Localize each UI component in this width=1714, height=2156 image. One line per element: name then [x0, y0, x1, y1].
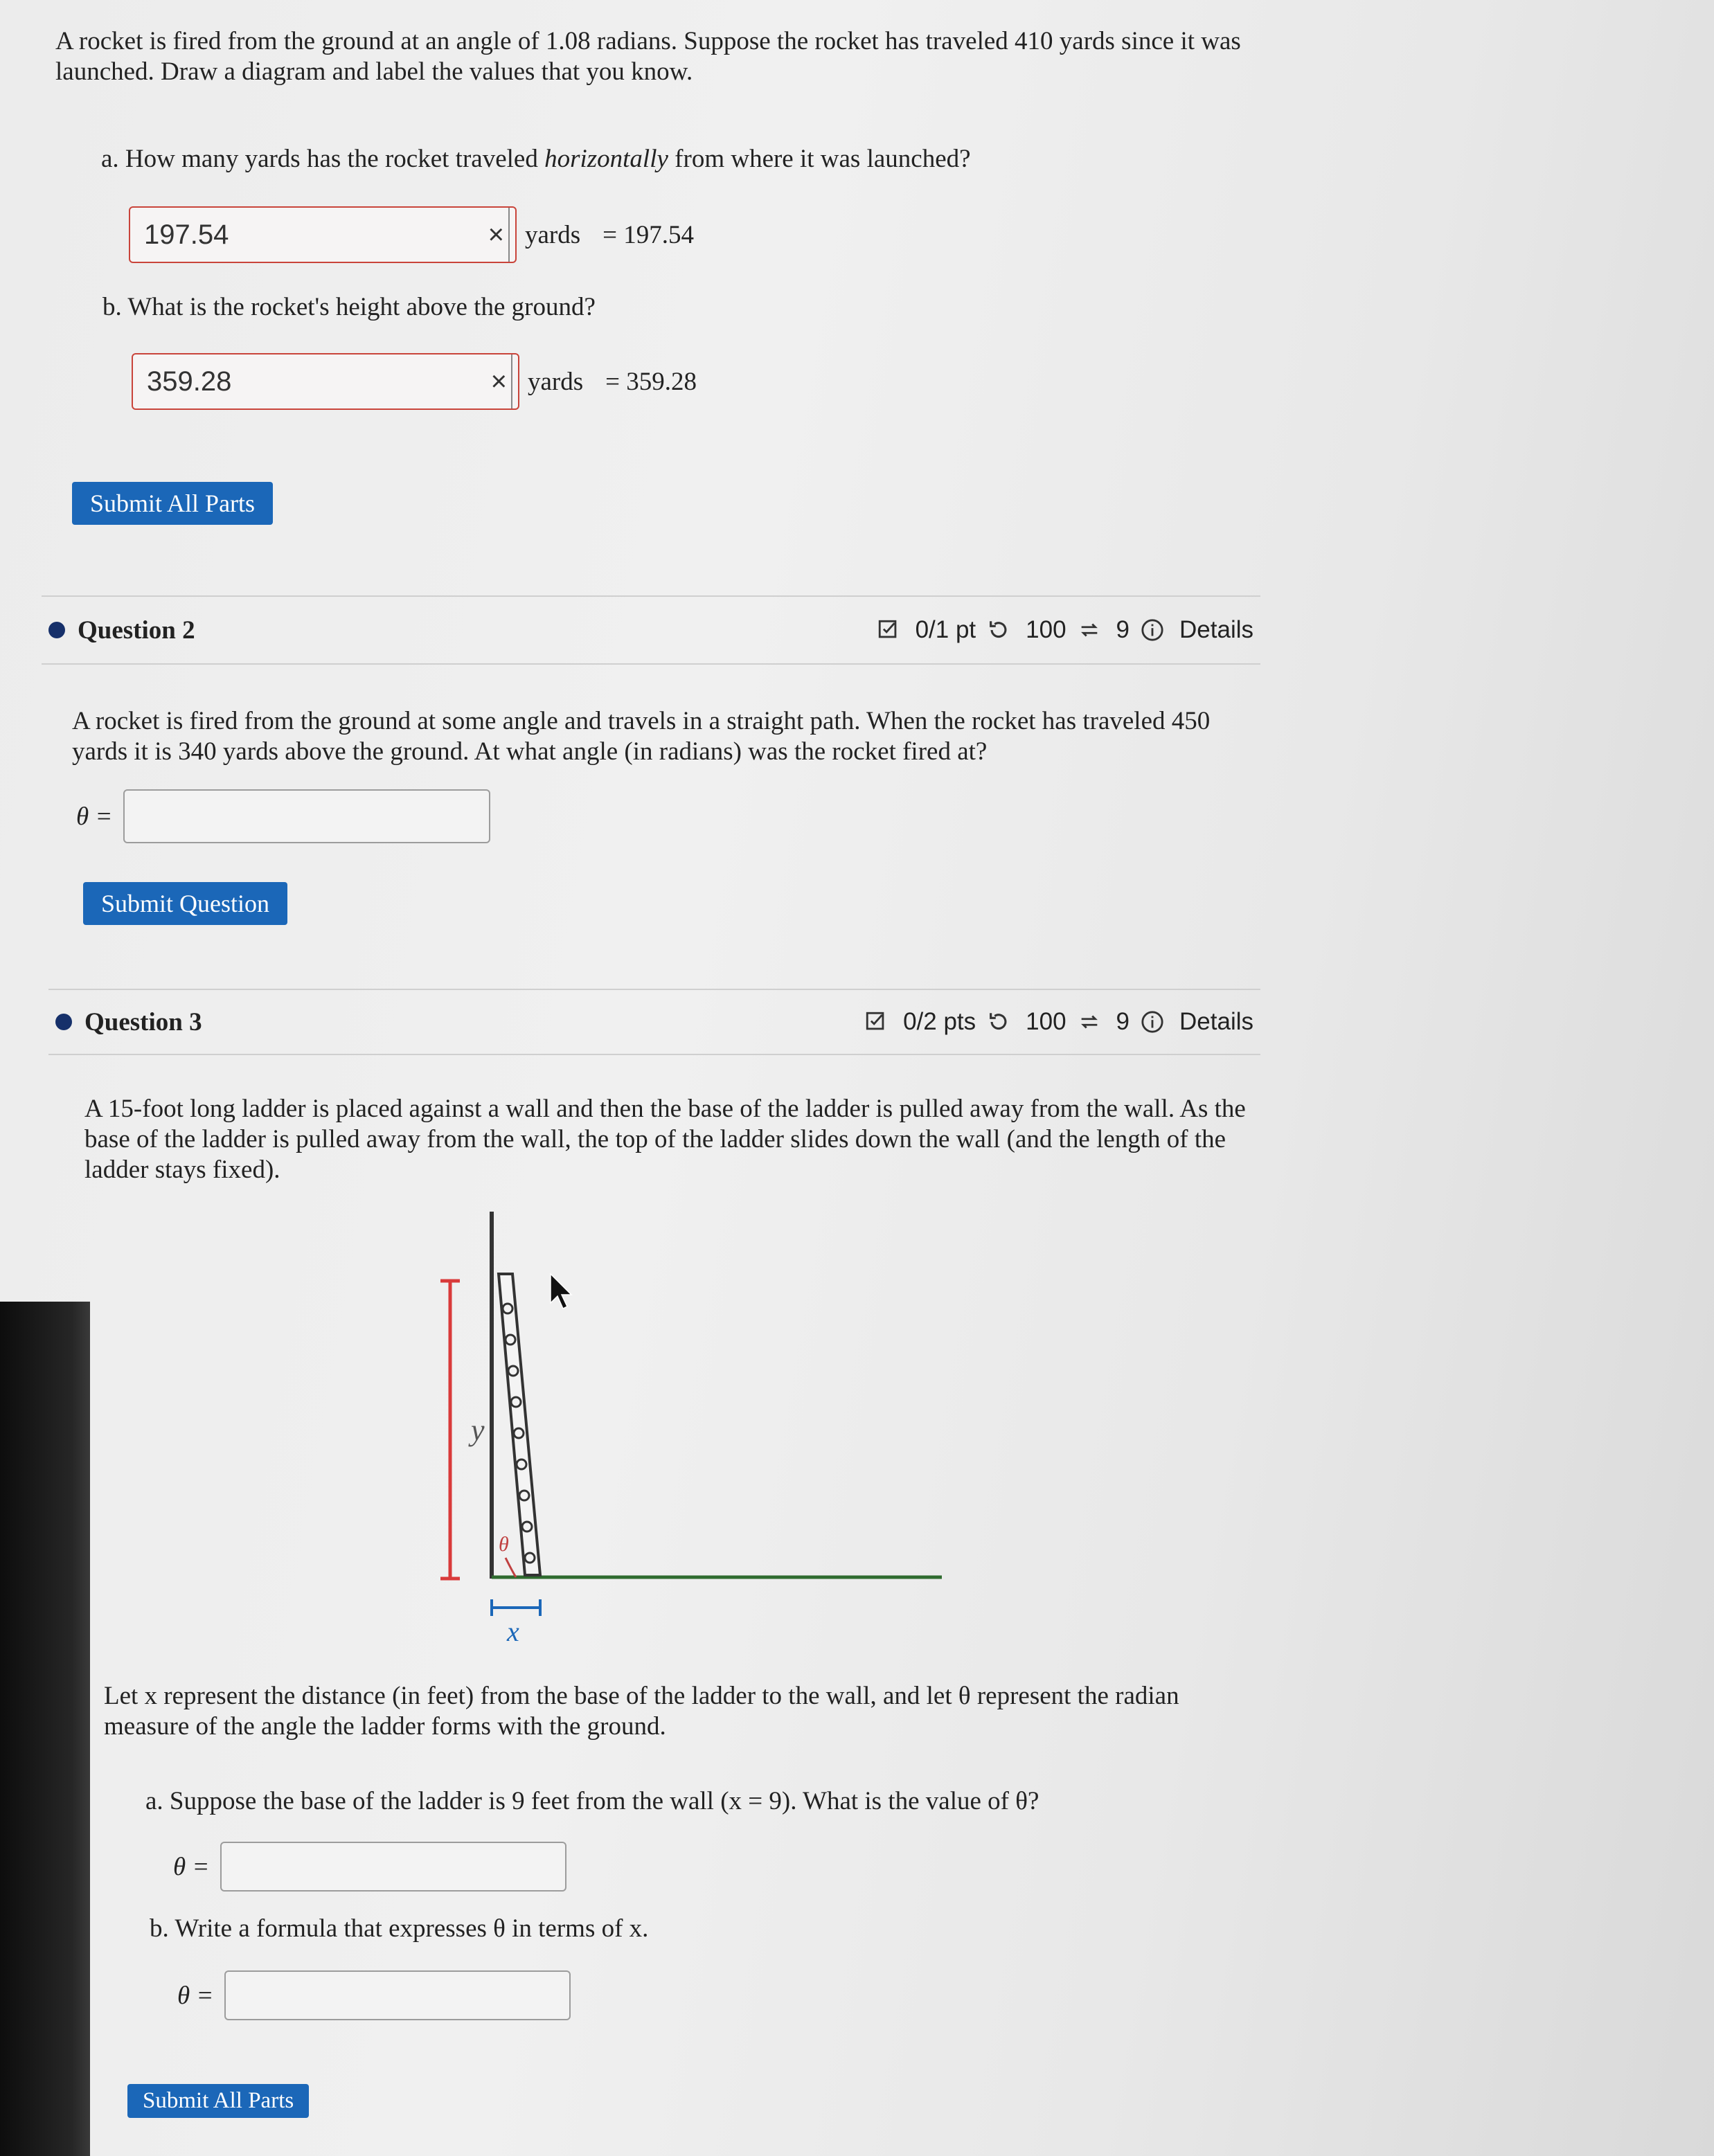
q3-a-theta-label: θ = [173, 1852, 210, 1881]
theta-arc [506, 1558, 516, 1577]
q2-theta-input[interactable] [123, 789, 490, 843]
checkbox-icon [877, 618, 900, 642]
info-icon [1141, 618, 1164, 642]
q1-b-preview: = 359.28 [605, 367, 697, 396]
q3-b-theta-label: θ = [177, 1981, 214, 2010]
attempts-icon [1078, 618, 1101, 642]
q2-retries [987, 616, 1066, 644]
q3-retries-value: 100 [1026, 1008, 1066, 1035]
q2-attempts-value: 9 [1116, 616, 1130, 643]
q3-attempts [1078, 1008, 1130, 1036]
q3-text: A 15-foot long ladder is placed against a wall and then the base of the ladder is pulled away from the wall. As the base of the ladder is pulled away from the wall, the top of the ladder slides down the wall (and the length of the ladder stays fixed). [84, 1095, 1246, 1184]
q1-a-unit: yards [525, 220, 581, 249]
q3-title: Question 3 [84, 1007, 202, 1036]
q3-b-theta-row [177, 1970, 571, 2020]
theta-label: θ [499, 1533, 509, 1556]
q3-title-group [55, 1007, 202, 1037]
q2-text: A rocket is fired from the ground at some angle and travels in a straight path. When the rocket has traveled 450 yards it is 340 yards above the ground. At what angle (in radians) was the rocket fired at? [72, 707, 1211, 766]
q3-score-value: 0/2 pts [903, 1008, 976, 1035]
q2-details-label: Details [1179, 616, 1253, 643]
q1-a-answer-value: 197.54 [144, 219, 229, 250]
q3-b-question: b. Write a formula that expresses θ in terms of x. [150, 1914, 649, 1943]
q1-intro: A rocket is fired from the ground at an angle of 1.08 radians. Suppose the rocket has traveled 410 yards since it was launched. Draw a diagram and label the values that you know. [55, 27, 1241, 86]
q1-b-question: b. What is the rocket's height above the ground? [102, 293, 596, 321]
q3-score [864, 1008, 976, 1036]
q2-meta [866, 616, 1253, 644]
q2-title-group [48, 616, 195, 645]
bullet-icon [48, 622, 65, 638]
q1-b-answer-value: 359.28 [147, 366, 232, 397]
q1-a-preview: = 197.54 [602, 220, 695, 249]
incorrect-icon: × [491, 354, 512, 408]
page [42, 14, 1281, 2156]
q2-score-value: 0/1 pt [915, 616, 976, 643]
bullet-icon [55, 1014, 72, 1030]
q1-a-suffix: from where it was launched? [668, 145, 971, 173]
retry-icon [987, 1010, 1010, 1034]
q1-a-answer-input[interactable] [129, 206, 517, 263]
q3-details-label: Details [1179, 1008, 1253, 1035]
q3-a-theta-input[interactable] [220, 1842, 566, 1892]
y-label: y [471, 1413, 485, 1447]
q1-b-answer-input[interactable] [132, 353, 519, 410]
q3-a-theta-row [173, 1842, 566, 1892]
q3-b-theta-input[interactable] [224, 1970, 571, 2020]
info-icon [1141, 1010, 1164, 1034]
q2-title: Question 2 [78, 616, 195, 645]
q1-a-question [101, 144, 1209, 174]
mouse-cursor-icon [551, 1274, 571, 1309]
q2-theta-label: θ = [76, 802, 113, 831]
ladder [499, 1274, 540, 1575]
q2-details-link[interactable] [1141, 616, 1253, 644]
q1-a-answer-row [129, 206, 694, 263]
q3-meta [853, 1008, 1253, 1036]
q3-details-link[interactable] [1141, 1008, 1253, 1036]
q3-retries [987, 1008, 1066, 1036]
q3-submit-all-parts-button[interactable]: Submit All Parts [127, 2084, 309, 2118]
x-label: x [507, 1616, 519, 1647]
q1-submit-all-parts-button[interactable]: Submit All Parts [72, 482, 273, 525]
incorrect-icon: × [488, 208, 510, 262]
q3-a-question: a. Suppose the base of the ladder is 9 feet from the wall (x = 9). What is the value of θ? [145, 1787, 1039, 1815]
ladder-diagram [402, 1198, 956, 1655]
q1-a-prefix: a. How many yards has the rocket traveled [101, 145, 545, 173]
q3-let-text: Let x represent the distance (in feet) from the base of the ladder to the wall, and let θ represent the radian measure of the angle the ladder forms with the ground. [104, 1682, 1179, 1741]
q3-attempts-value: 9 [1116, 1008, 1130, 1035]
q2-score [877, 616, 976, 644]
q2-submit-question-button[interactable]: Submit Question [83, 882, 287, 925]
q3-header [48, 989, 1260, 1055]
q2-attempts [1078, 616, 1130, 644]
checkbox-icon [864, 1010, 888, 1034]
q2-retries-value: 100 [1026, 616, 1066, 643]
q2-header [42, 595, 1260, 665]
q1-b-answer-row [132, 353, 697, 410]
attempts-icon [1078, 1010, 1101, 1034]
q1-b-unit: yards [528, 367, 584, 396]
q2-theta-row [76, 789, 490, 843]
q1-a-emphasis: horizontally [544, 145, 668, 173]
retry-icon [987, 618, 1010, 642]
